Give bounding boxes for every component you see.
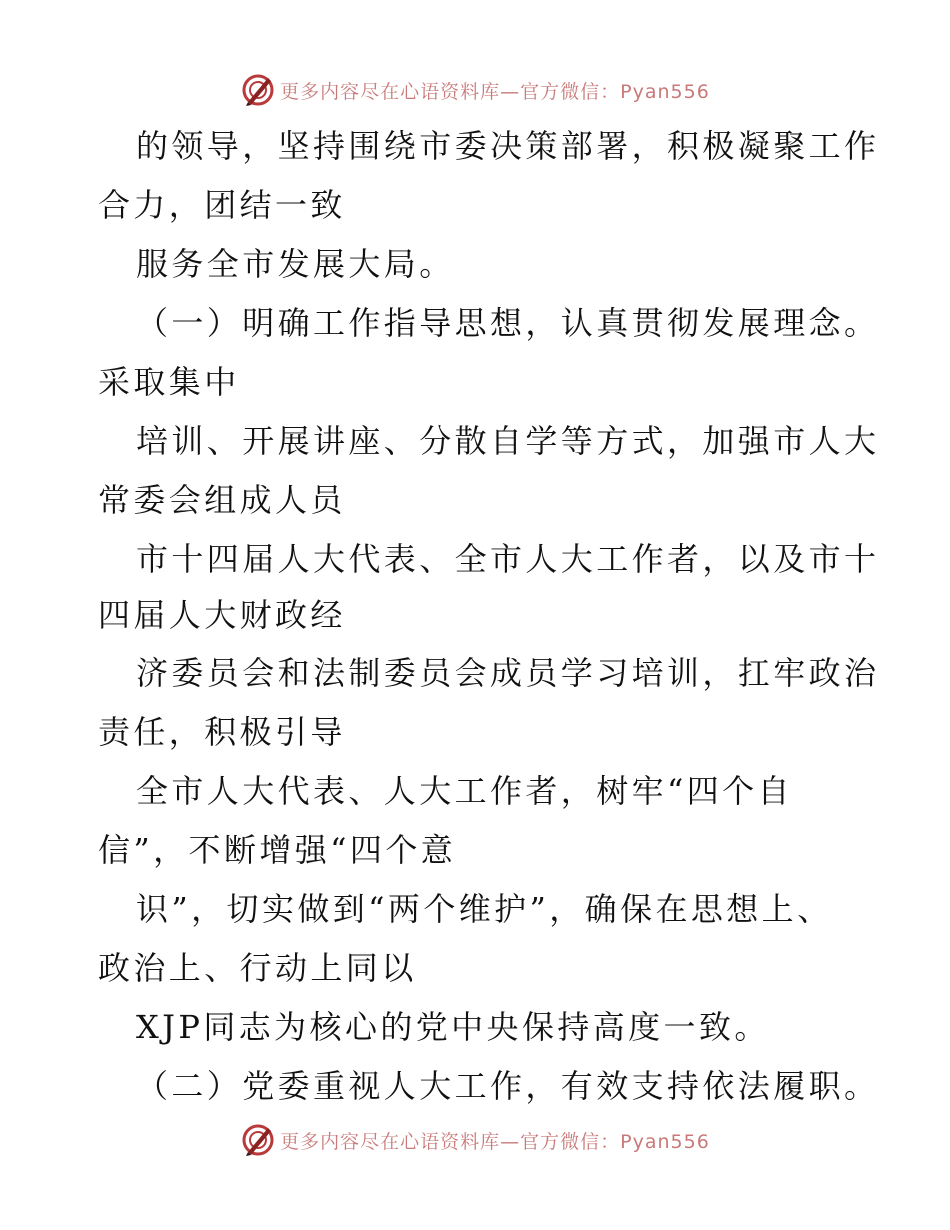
body-line: 服务全市发展大局。 (136, 245, 455, 283)
body-line: （二）党委重视人大工作，有效支持依法履职。 (136, 1067, 880, 1105)
body-line: 识”，切实做到“两个维护”，确保在思想上、 (136, 890, 833, 928)
body-line: 的领导，坚持围绕市委决策部署，积极凝聚工作 (136, 127, 880, 165)
body-line: 信”，不断增强“四个意 (98, 831, 457, 869)
body-line: 责任，积极引导 (98, 713, 346, 751)
footer-watermark (0, 1118, 950, 1162)
body-line: 培训、开展讲座、分散自学等方式，加强市人大 (136, 422, 880, 460)
body-line: 政治上、行动上同以 (98, 949, 417, 987)
pen-logo-icon (240, 1122, 276, 1158)
body-line: 常委会组成人员 (98, 481, 346, 519)
body-line: 市十四届人大代表、全市人大工作者，以及市十 (136, 540, 880, 578)
body-line: XJP同志为核心的党中央保持高度一致。 (136, 1008, 770, 1046)
body-line: 济委员会和法制委员会成员学习培训，扛牢政治 (136, 654, 880, 692)
body-line: 四届人大财政经 (98, 596, 346, 634)
watermark-text: 更多内容尽在心语资料库—官方微信：Pyan556 (280, 80, 710, 103)
watermark-text: 更多内容尽在心语资料库—官方微信：Pyan556 (280, 1130, 710, 1153)
body-line: 合力，团结一致 (98, 186, 346, 224)
body-line: 全市人大代表、人大工作者，树牢“四个自 (136, 772, 793, 810)
body-line: （一）明确工作指导思想，认真贯彻发展理念。 (136, 304, 880, 342)
body-line: 采取集中 (98, 363, 240, 401)
